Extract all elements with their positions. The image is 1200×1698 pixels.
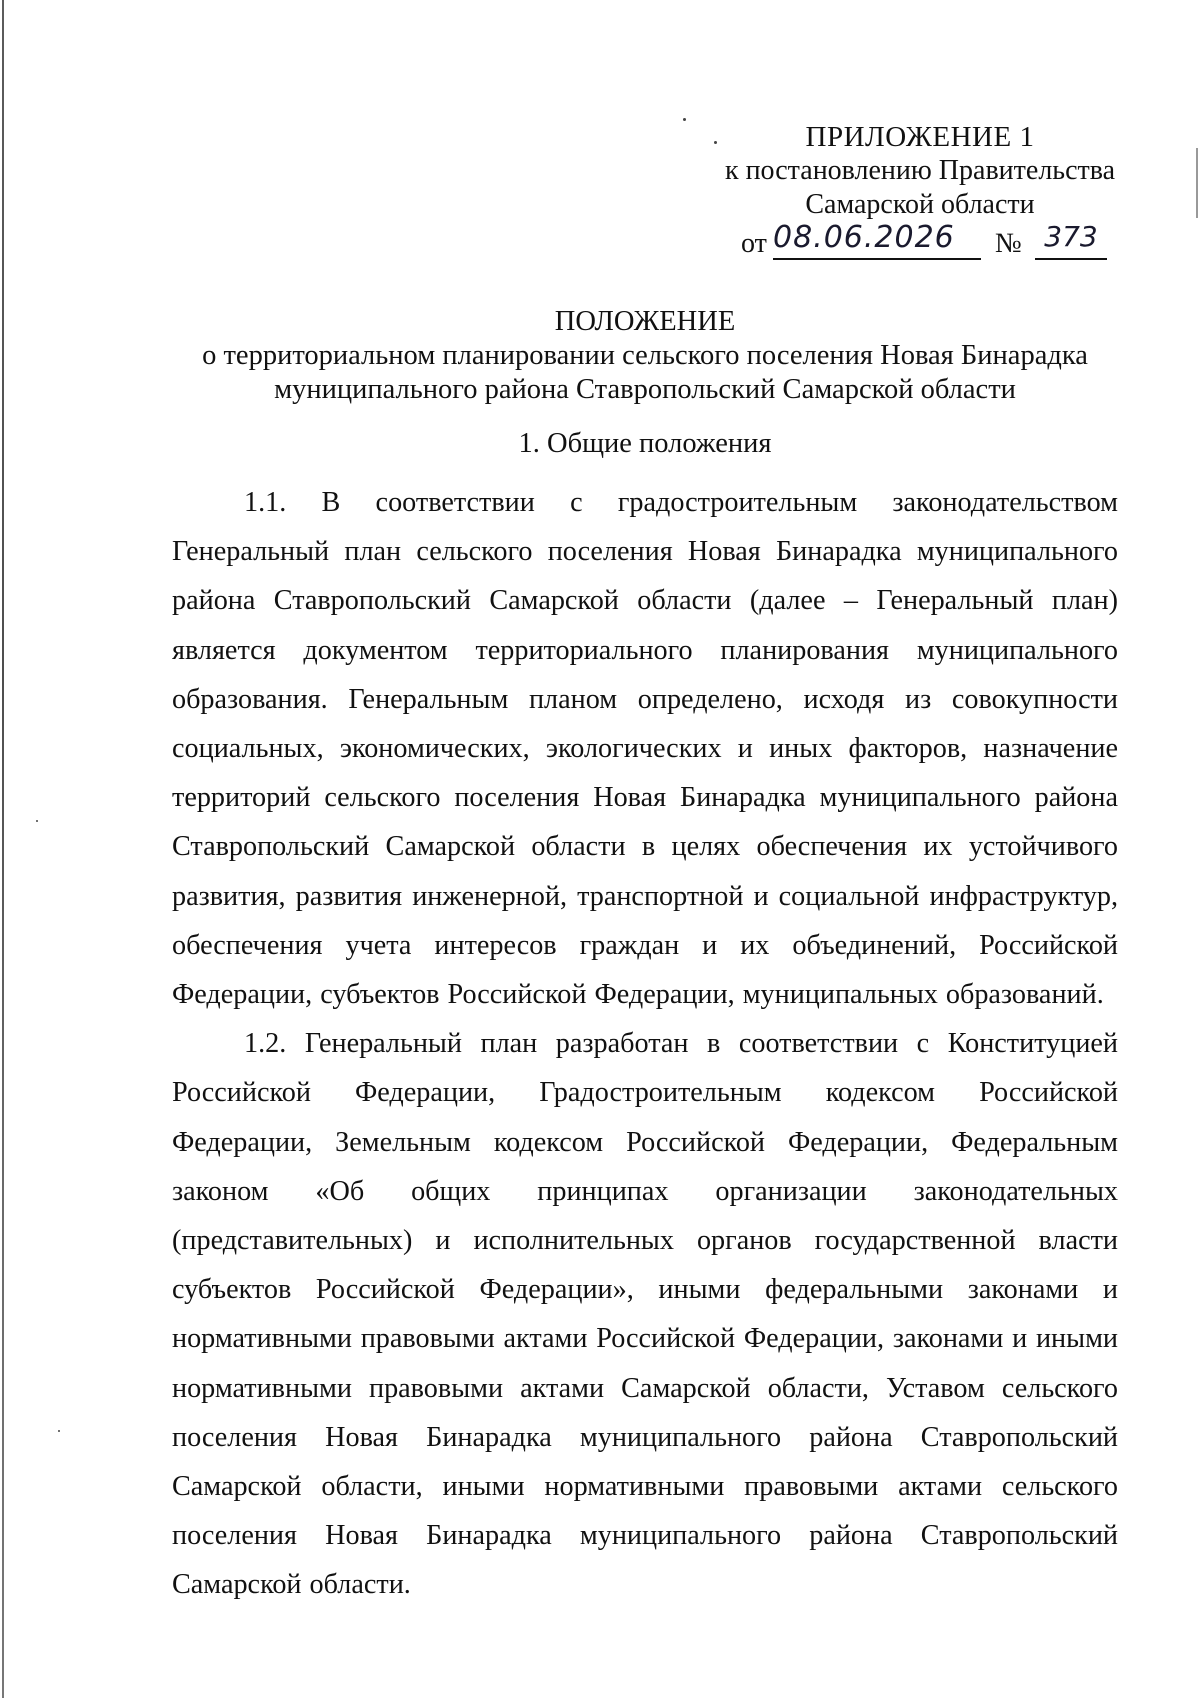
document-title: ПОЛОЖЕНИЕ (554, 306, 736, 337)
handwritten-date: 08.06.2026 (773, 220, 981, 260)
document-subtitle-line-2: муниципального района Ставропольский Самарской области (274, 374, 1016, 405)
appendix-date-line (735, 220, 1105, 264)
paragraph-1-1: 1.1. В соответствии с градостроительным законодательством Генеральный план сельского поселения Новая Бинарадка муниципального района Ставропольский Самарской области (далее – Генеральный план) является документом территориального планирования муниципального образования. Генеральным планом определено, исходя из совокупности социальных, экономических, экологических и иных факторов, назначение территорий сельского поселения Новая Бинарадка муниципального района Ставропольский Самарской области в целях обеспечения их устойчивого развития, развития инженерной, транспортной и социальной инфраструктур, обеспечения учета интересов граждан и их объединений, Российской Федерации, субъектов Российской Федерации, муниципальных образований. (172, 487, 1118, 1011)
appendix-line-2: Самарской области (805, 189, 1035, 220)
handwritten-number: 373 (1035, 220, 1107, 260)
appendix-block (690, 120, 1150, 222)
scan-left-edge (2, 0, 4, 1698)
appendix-line-1: к постановлению Правительства (724, 155, 1116, 186)
scan-speck (36, 820, 38, 822)
scan-speck (683, 118, 686, 121)
section-heading: 1. Общие положения (518, 428, 772, 459)
appendix-title: ПРИЛОЖЕНИЕ 1 (805, 121, 1035, 153)
date-prefix: от (741, 228, 767, 259)
document-subtitle-line-1: о территориальном планировании сельского поселения Новая Бинарадка (202, 340, 1088, 371)
scan-speck (58, 1430, 60, 1432)
number-sign: № (995, 228, 1022, 259)
document-heading (150, 305, 1140, 407)
scan-right-mark (1196, 148, 1198, 218)
section-body (172, 478, 1118, 1610)
paragraph-1-2: 1.2. Генеральный план разработан в соответствии с Конституцией Российской Федерации, Градостроительным кодексом Российской Федерации, Земельным кодексом Российской Федерации, Федеральным законом «Об общих принципах организации законодательных (представительных) и исполнительных органов государственной власти субъектов Российской Федерации», иными федеральными законами и нормативными правовыми актами Российской Федерации, законами и иными нормативными правовыми актами Самарской области, Уставом сельского поселения Новая Бинарадка муниципального района Ставропольский Самарской области, иными нормативными правовыми актами сельского поселения Новая Бинарадка муниципального района Ставропольский Самарской области. (172, 1028, 1118, 1601)
